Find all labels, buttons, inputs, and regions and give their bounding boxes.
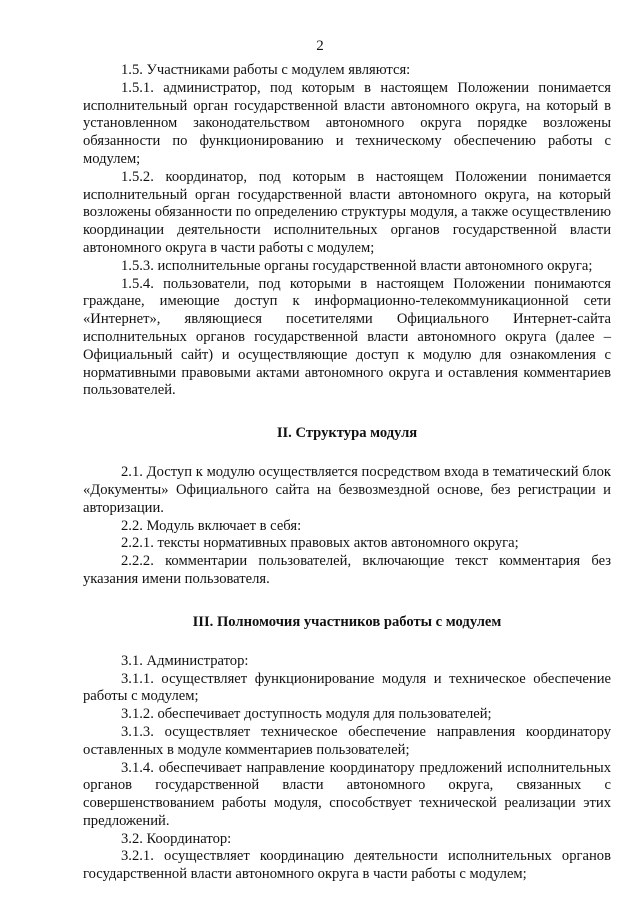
section-structure (83, 464, 611, 589)
paragraph: 3.2.1. осуществляет координацию деятельности исполнительных органов государственной власти автономного округа в части работы с модулем; (83, 848, 611, 883)
page-number: 2 (316, 38, 324, 54)
paragraph: 1.5.1. администратор, под которым в настоящем Положении понимается исполнительный орган государственной власти автономного округа, на который в установленном законодательством автономного округа порядке возложены обязанности по функционированию и техническому обеспечению работы с модулем; (83, 79, 611, 167)
paragraph: 1.5.4. пользователи, под которыми в настоящем Положении понимаются граждане, имеющие доступ к информационно-телекоммуникационной сети «Интернет», являющиеся посетителями Официального Интернет-сайта исполнительных органов государственной власти автономного округа (далее – Официальный сайт) и осуществляющие доступ к модулю для ознакомления с нормативными правовыми актами автономного округа и оставления комментариев пользователей. (83, 275, 611, 399)
paragraph: 1.5.2. координатор, под которым в настоящем Положении понимается исполнительный орган государственной власти автономного округа, на который возложены обязанности по определению структуры модуля, а также осуществлению координации деятельности исполнительных органов государственной власти автономного округа в части работы с модулем; (83, 168, 611, 256)
paragraph: 2.2.1. тексты нормативных правовых актов автономного округа; (121, 535, 519, 552)
paragraph: 1.5. Участниками работы с модулем являются: (121, 62, 411, 78)
section-heading-powers: III. Полномочия участников работы с модулем (192, 613, 502, 630)
paragraph: 2.2.2. комментарии пользователей, включающие текст комментария без указания имени пользователя. (83, 553, 611, 587)
section-participants (83, 62, 611, 400)
paragraph: 3.1. Администратор: (121, 652, 249, 669)
paragraph: 2.1. Доступ к модулю осуществляется посредством входа в тематический блок «Документы» Официального сайта на безвозмездной основе, без регистрации и авторизации. (83, 464, 611, 516)
paragraph: 3.1.4. обеспечивает направление координатору предложений исполнительных органов государственной власти автономного округа, связанных с совершенствованием работы модуля, способствует технической реализации этих предложений. (83, 759, 611, 829)
paragraph: 2.2. Модуль включает в себя: (121, 517, 302, 534)
paragraph: 1.5.3. исполнительные органы государственной власти автономного округа; (121, 257, 593, 274)
paragraph: 3.2. Координатор: (121, 830, 232, 847)
paragraph: 3.1.2. обеспечивает доступность модуля для пользователей; (121, 706, 492, 723)
paragraph: 3.1.1. осуществляет функционирование модуля и техническое обеспечение работы с модулем; (83, 670, 611, 705)
section-powers (83, 653, 611, 884)
document-body (83, 62, 611, 884)
section-heading-structure: II. Структура модуля (276, 425, 418, 442)
paragraph: 3.1.3. осуществляет техническое обеспечение направления координатору оставленных в модуле комментариев пользователей; (83, 723, 611, 758)
